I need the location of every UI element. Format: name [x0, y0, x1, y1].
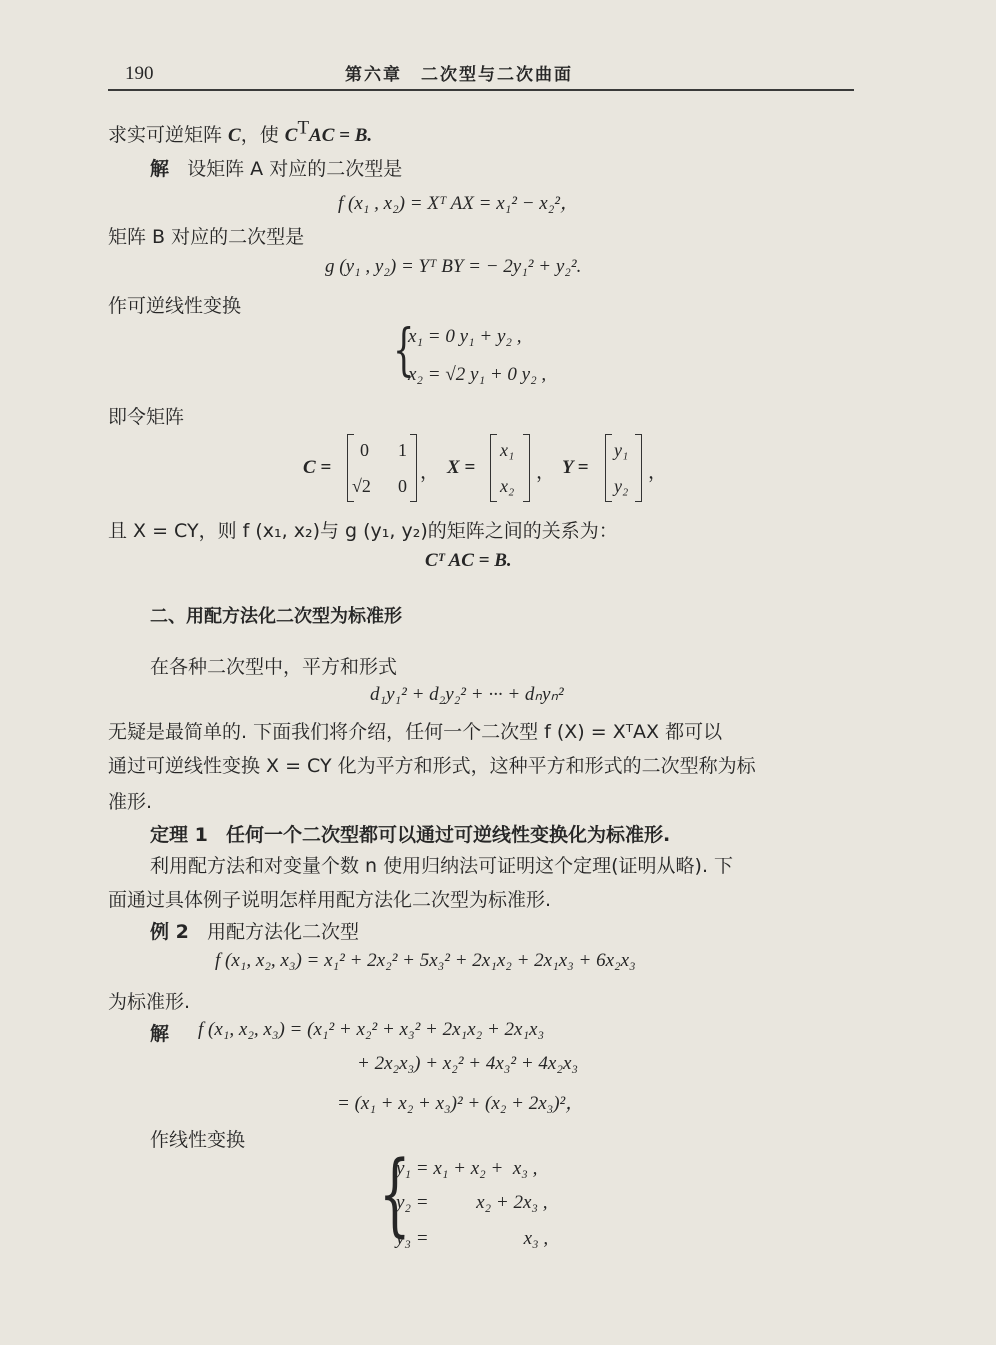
equation-gB: g (y₁ , y₂) = Yᵀ BY = − 2y₁² + y₂².: [325, 256, 582, 277]
solution-line: [150, 154, 402, 181]
relation-line: 且 X = CY，则 f (x₁, x₂)与 g (y₁, y₂)的矩阵之间的关系为：: [108, 520, 618, 542]
paragraph-line: 面通过具体例子说明怎样用配方法化二次型为标准形.: [108, 889, 552, 911]
paragraph-line: 准形.: [108, 791, 153, 813]
matrix-y-cell: y₂: [614, 476, 629, 496]
matrix-x-cell: x₁: [500, 440, 515, 460]
eq-rest: AC = B.: [309, 125, 373, 146]
transform2-line: 作线性变换: [150, 1129, 246, 1151]
solution2-eq-1: f (x₁, x₂, x₃) = (x₁² + x₂² + x₃² + 2x₁x₂ + 2x₁x₃: [198, 1019, 545, 1040]
equation-fA: f (x₁ , x₂) = Xᵀ AX = x₁² − x₂²，: [338, 193, 580, 214]
system2-eq-2: y₂ = x₂ + 2x₃ ,: [396, 1192, 548, 1213]
matrix-x-label: X =: [447, 457, 476, 478]
paragraph-line: 在各种二次型中，平方和形式: [150, 656, 398, 678]
left-brace: {: [393, 318, 415, 383]
matrix-c-cell: 1: [398, 440, 407, 460]
matrix-c-cell: 0: [360, 440, 369, 460]
example-label: 例 2: [150, 921, 189, 943]
intro-mid: ，使: [240, 124, 285, 146]
theorem-text: 任何一个二次型都可以通过可逆线性变换化为标准形.: [225, 824, 671, 846]
intro-prefix: 求实可逆矩阵: [108, 124, 229, 146]
example-equation: f (x₁, x₂, x₃) = x₁² + 2x₂² + 5x₃² + 2x₁x₂ + 2x₁x₃ + 6x₂x₃: [215, 950, 636, 971]
transform-line: 作可逆线性变换: [108, 295, 242, 317]
solution-text: 设矩阵 A 对应的二次型是: [187, 158, 403, 180]
separator: ，: [420, 462, 440, 483]
sum-of-squares: d₁y₁² + d₂y₂² + ··· + dₙyₙ²: [370, 684, 564, 705]
system2-eq-1: y₁ = x₁ + x₂ + x₃ ,: [396, 1158, 538, 1179]
solution2-eq-2: + 2x₂x₃) + x₂² + 4x₃² + 4x₂x₃: [357, 1053, 578, 1074]
matrix-y-left-bracket: [605, 434, 612, 502]
paragraph-line: 无疑是最简单的. 下面我们将介绍，任何一个二次型 f (X) = XᵀAX 都可以: [108, 721, 723, 743]
example-text: 用配方法化二次型: [206, 921, 359, 943]
system-eq-2: x₂ = √2 y₁ + 0 y₂ ,: [408, 364, 547, 385]
paragraph-line: 利用配方法和对变量个数 n 使用归纳法可证明这个定理(证明从略). 下: [150, 855, 734, 877]
eq-c: C: [284, 125, 298, 146]
header-rule: [108, 89, 854, 91]
matrix-x-cell: x₂: [500, 476, 515, 496]
solution2-label: 解: [150, 1023, 170, 1045]
transpose-sup: T: [297, 117, 310, 139]
paragraph-line: 通过可逆线性变换 X = CY 化为平方和形式，这种平方和形式的二次型称为标: [108, 755, 756, 777]
system2-eq-3: y₃ = x₃ ,: [396, 1228, 549, 1249]
matrix-y-label: Y =: [562, 457, 589, 478]
matrix-y-right-bracket: [635, 434, 642, 502]
separator: ，: [648, 462, 668, 483]
section-heading: 二、用配方法化二次型为标准形: [150, 606, 402, 627]
page-number: 190: [125, 63, 154, 84]
theorem-line: [150, 820, 670, 847]
left-brace: {: [379, 1142, 411, 1247]
matrix-x-left-bracket: [490, 434, 497, 502]
separator: ，: [536, 462, 556, 483]
matrix-c-symbol: C: [228, 125, 241, 146]
theorem-label: 定理 1: [150, 824, 208, 846]
paragraph-line: 为标准形.: [108, 991, 191, 1013]
solution2-eq-3: = (x₁ + x₂ + x₃)² + (x₂ + 2x₃)²，: [337, 1093, 585, 1114]
matrix-x-right-bracket: [523, 434, 530, 502]
relation-equation: Cᵀ AC = B.: [425, 550, 512, 571]
matrix-c-cell: 0: [398, 476, 407, 496]
solution-label: 解: [150, 158, 170, 180]
matrix-c-cell: √2: [352, 476, 371, 496]
matrix-c-label: C =: [303, 457, 332, 478]
running-header: 第六章 二次型与二次曲面: [345, 65, 573, 85]
system-eq-1: x₁ = 0 y₁ + y₂ ,: [408, 326, 522, 347]
matrix-c-right-bracket: [410, 434, 417, 502]
matrix-y-cell: y₁: [614, 440, 629, 460]
let-matrix-line: 即令矩阵: [108, 406, 185, 428]
example-line: [150, 917, 359, 944]
intro-line: [108, 117, 373, 147]
matrix-b-line: 矩阵 B 对应的二次型是: [108, 226, 305, 248]
